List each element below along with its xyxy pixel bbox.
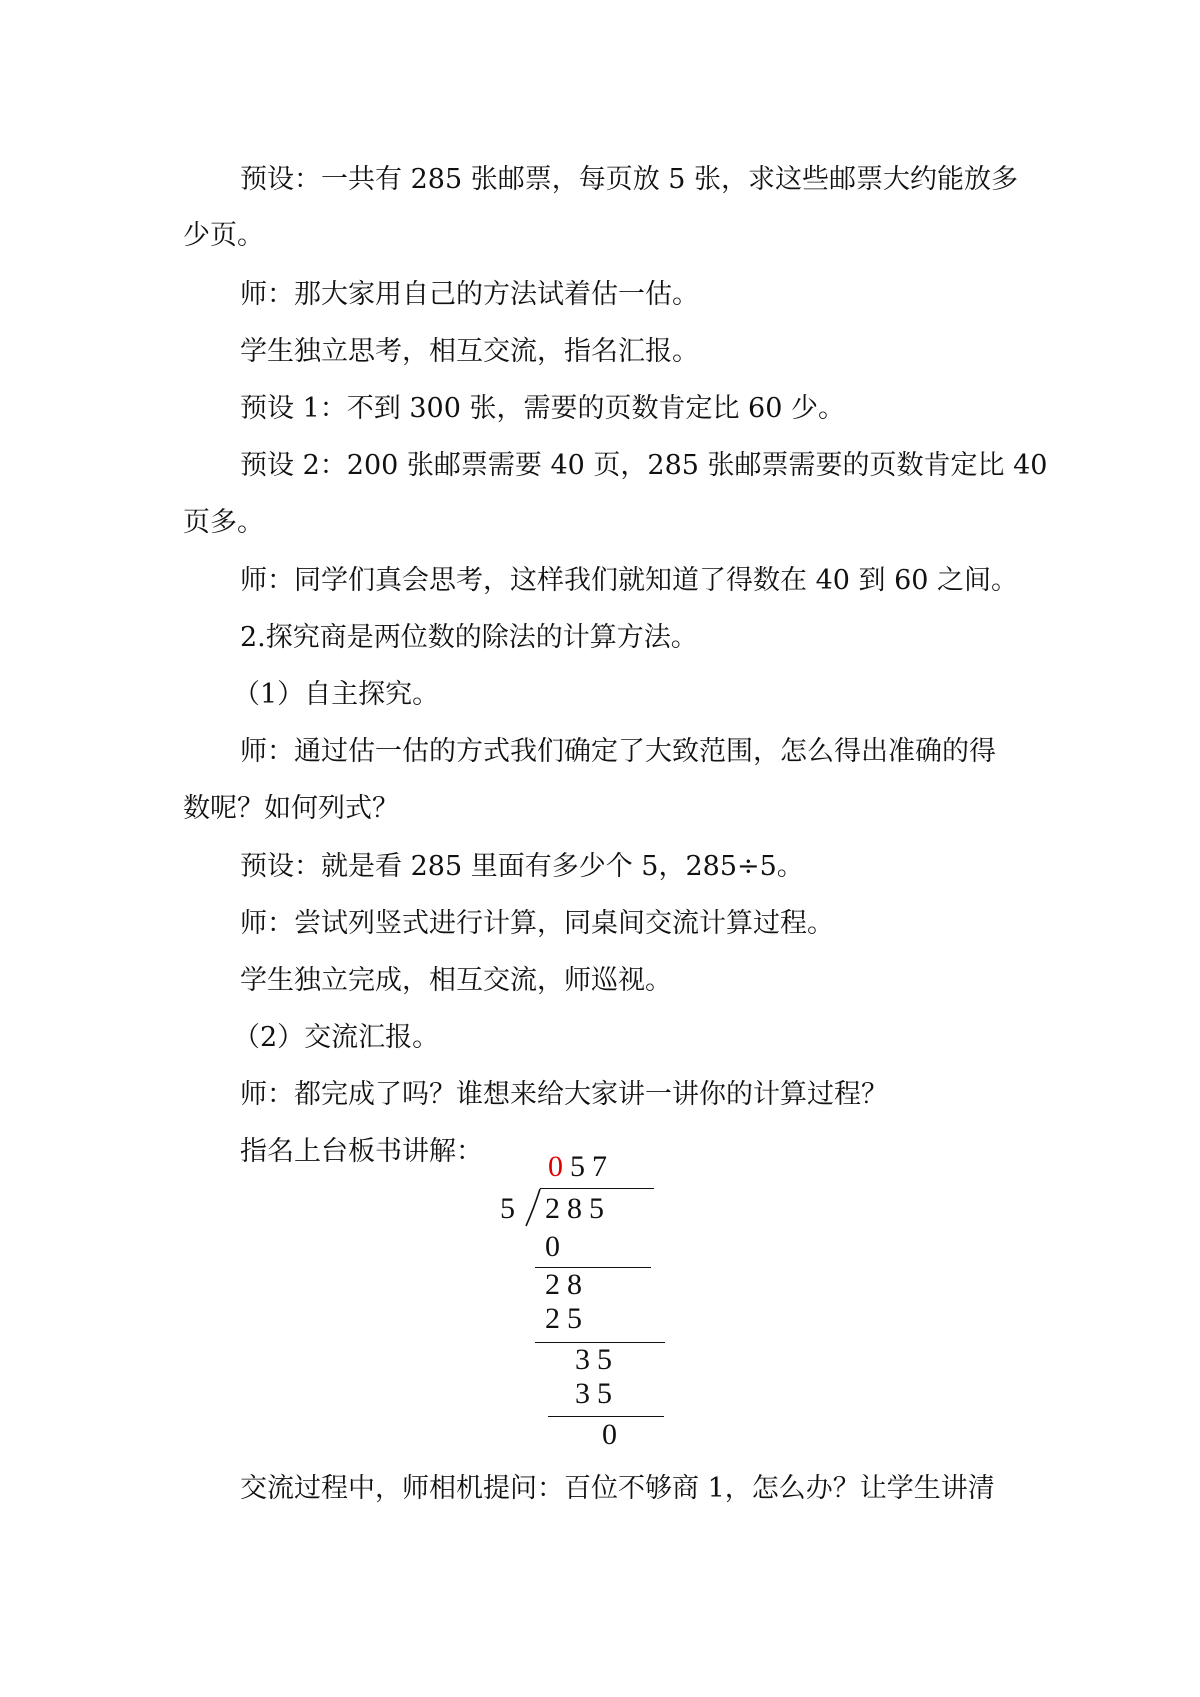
text-line: 师：那大家用自己的方法试着估一估。 [240,279,699,310]
subsection-heading: （1）自主探究。 [233,679,440,710]
quotient-digits: 57 [570,1150,614,1183]
text-line: 指名上台板书讲解： [240,1136,483,1167]
subsection-heading: （2）交流汇报。 [233,1022,440,1053]
step-partial-1: 28 [545,1268,589,1301]
text-line: 交流过程中，师相机提问：百位不够商 1，怎么办？让学生讲清 [240,1473,995,1504]
step-product-1: 0 [545,1230,567,1263]
long-division [490,1150,670,1451]
dividend: 285 [545,1192,611,1225]
step-product-3: 35 [575,1377,619,1410]
division-bar [540,1188,654,1189]
text-line: 师：都完成了吗？谁想来给大家讲一讲你的计算过程？ [240,1079,888,1110]
text-line: 师：通过估一估的方式我们确定了大致范围，怎么得出准确的得 [240,736,996,767]
section-heading: 2.探究商是两位数的除法的计算方法。 [240,622,698,653]
text-line: 少页。 [183,220,264,251]
text-line: 预设：就是看 285 里面有多少个 5，285÷5。 [240,851,804,882]
text-line: 预设 1：不到 300 张，需要的页数肯定比 60 少。 [240,393,845,424]
quotient-zero: 0 [548,1150,570,1183]
step-product-2: 25 [545,1302,589,1335]
text-line: 师：同学们真会思考，这样我们就知道了得数在 40 到 60 之间。 [240,565,1019,596]
remainder: 0 [602,1418,624,1451]
text-line: 学生独立思考，相互交流，指名汇报。 [240,336,699,367]
text-line: 预设 2：200 张邮票需要 40 页，285 张邮票需要的页数肯定比 40 [240,450,1048,481]
step-partial-2: 35 [575,1343,619,1376]
text-line: 数呢？如何列式？ [183,793,399,824]
divisor: 5 [500,1192,522,1225]
text-line: 页多。 [183,507,264,538]
text-line: 预设：一共有 285 张邮票，每页放 5 张，求这些邮票大约能放多 [240,164,1019,195]
text-line: 学生独立完成，相互交流，师巡视。 [240,965,672,996]
subtraction-rule [548,1416,664,1417]
text-line: 师：尝试列竖式进行计算，同桌间交流计算过程。 [240,908,834,939]
